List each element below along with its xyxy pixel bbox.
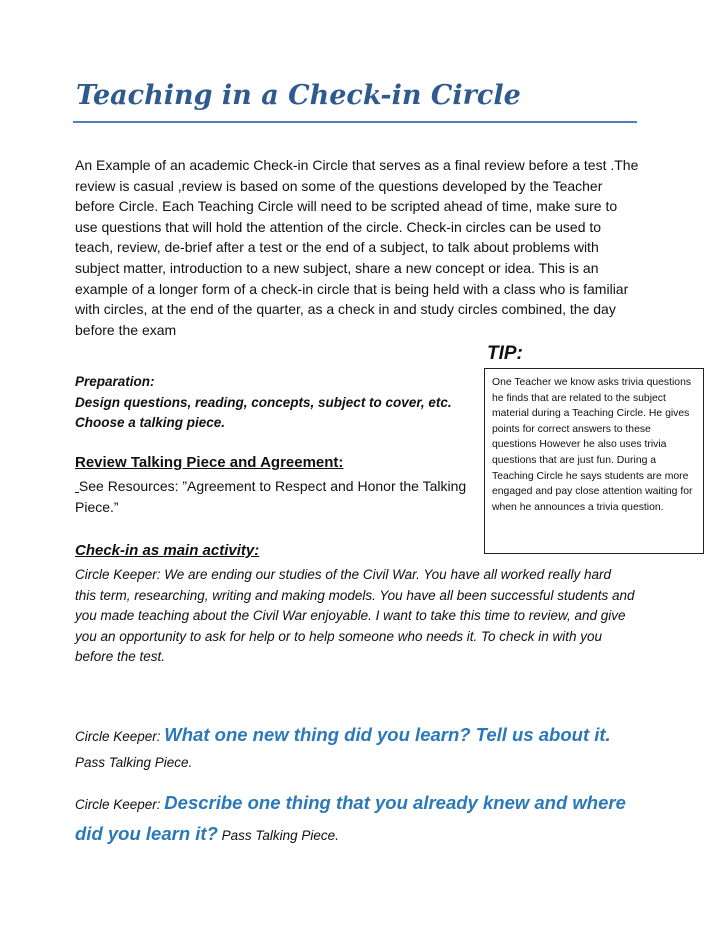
review-heading: Review Talking Piece and Agreement: — [75, 454, 344, 471]
checkin-text: Circle Keeper: We are ending our studies of the Civil War. You have all worked really hard this term, researching, writing and making models. You have all been successful students and you made teaching about the Civil War enjoyable. I want to take this time to review, and give you an opportunity to ask for help or to help someone who needs it. To check in with you before the test. — [75, 567, 635, 664]
title-underline — [73, 121, 637, 123]
question-1-text: What one new thing did you learn? Tell us about it. — [164, 724, 611, 745]
review-body: See Resources: ”Agreement to Respect and Honor the Talking Piece.” — [75, 478, 467, 515]
preparation-line-1: Design questions, reading, concepts, subject to cover, etc. — [75, 394, 452, 410]
tip-box: One Teacher we know asks trivia questions he finds that are related to the subject material during a Teaching Circle. He gives points for correct answers to these questions However he also uses trivia questions that are just fun. During a Teaching Circle he says students are more engaged and pay close attention waiting for when he announces a trivia question. — [484, 368, 704, 554]
checkin-heading: Check-in as main activity: — [75, 542, 260, 559]
page-title: Teaching in a Check-in Circle — [76, 80, 521, 111]
question-2-text: Describe one thing that you already knew and where did you learn it? — [75, 792, 626, 844]
question-2 — [75, 788, 655, 850]
question-1 — [75, 722, 655, 776]
preparation-label: Preparation: — [75, 374, 155, 389]
review-text — [75, 476, 475, 517]
preparation-section — [75, 372, 485, 434]
tip-label: TIP: — [487, 343, 523, 364]
question-1-pass: Pass Talking Piece. — [75, 755, 193, 770]
question-2-keeper: Circle Keeper: — [75, 797, 165, 812]
preparation-line-2: Choose a talking piece. — [75, 415, 226, 430]
question-1-keeper: Circle Keeper: — [75, 729, 165, 744]
intro-paragraph: An Example of an academic Check-in Circle that serves as a final review before a test .The review is casual ,review is based on some of the questions developed by the Teacher before Circle. Each Teaching Circle will need to be scripted ahead of time, make sure to use questions that will hold the attention of the circle. Check-in circles can be used to teach, review, de-brief after a test or the end of a subject, to talk about problems with subject matter, introduction to a new subject, share a new concept or idea. This is an example of a longer form of a check-in circle that is being held with a class who is familiar with circles, at the end of the quarter, as a check in and study circles combined, the day before the exam — [75, 157, 639, 338]
question-2-pass: Pass Talking Piece. — [217, 828, 339, 843]
